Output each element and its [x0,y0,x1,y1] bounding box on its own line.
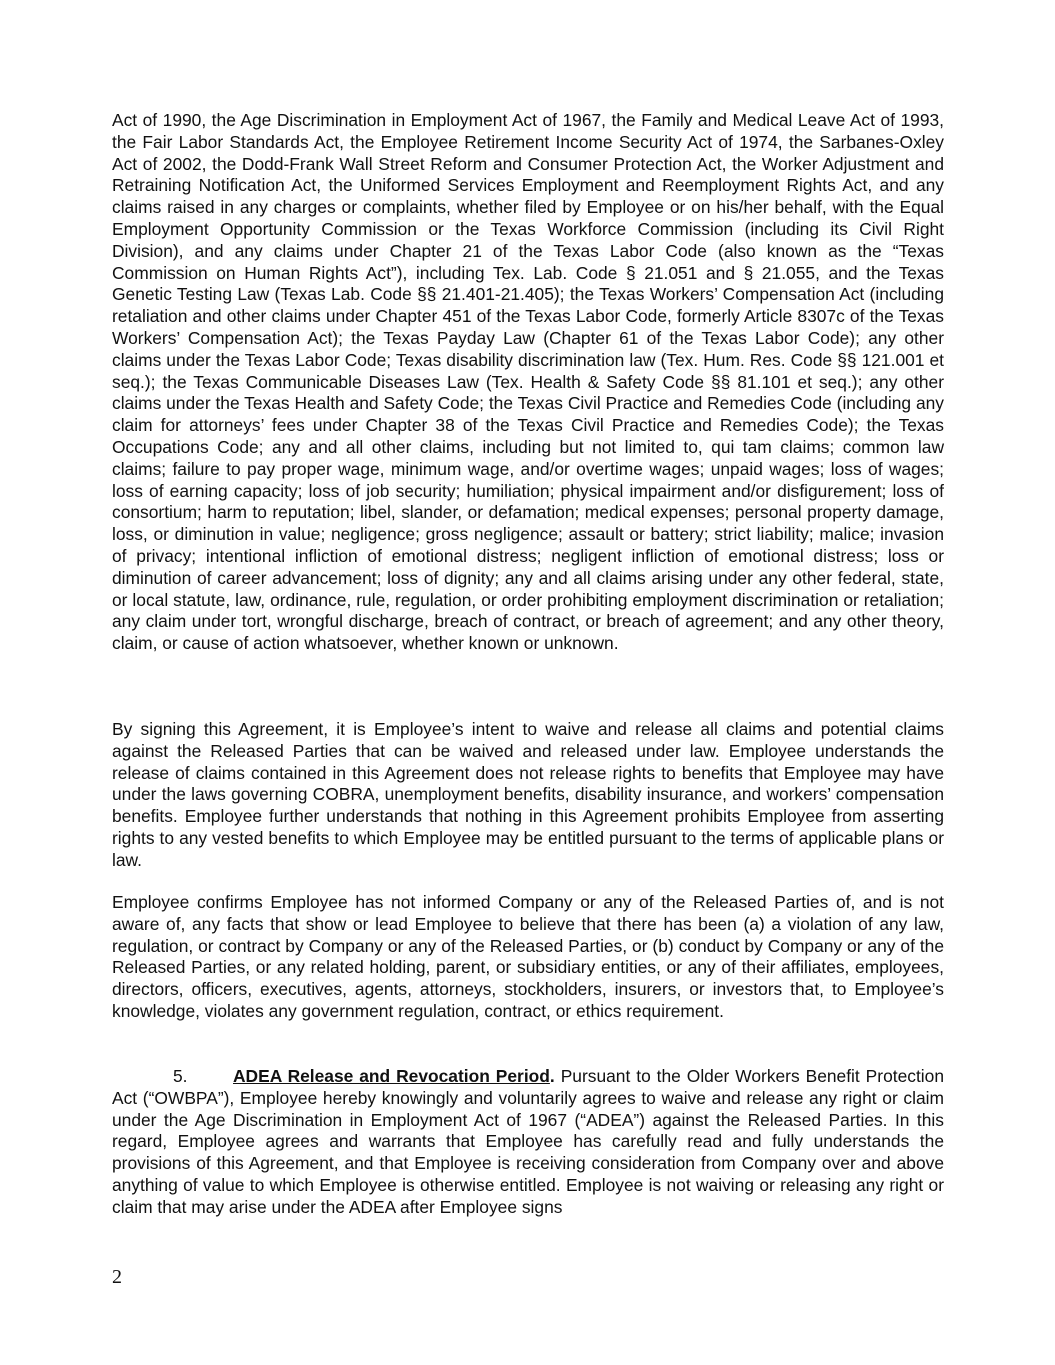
page-number: 2 [112,1266,122,1288]
section-heading-period: . [549,1066,555,1086]
section-heading: ADEA Release and Revocation Period [233,1066,550,1086]
release-claims-list-paragraph: Act of 1990, the Age Discrimination in Employment Act of 1967, the Family and Medical Leave Act of 1993, the Fair Labor Standards Act, the Employee Retirement Income Security Act of 1974, the Sarbanes-Oxley Act of 2002, the Dodd-Frank Wall Street Reform and Consumer Protection Act, the Worker Adjustment and Retraining Notification Act, the Uniformed Services Employment and Reemployment Rights Act, and any claims raised in any charges or complaints, whether filed by Employee or on his/her behalf, with the Equal Employment Opportunity Commission or the Texas Workforce Commission (including its Civil Right Division), and any claims under Chapter 21 of the Texas Labor Code (also known as the “Texas Commission on Human Rights Act”), including Tex. Lab. Code § 21.051 and § 21.055, and the Texas Genetic Testing Law (Texas Lab. Code §§ 21.401-21.405); the Texas Workers’ Compensation Act (including retaliation and other claims under Chapter 451 of the Texas Labor Code, formerly Article 8307c of the Texas Workers’ Compensation Act); the Texas Payday Law (Chapter 61 of the Texas Labor Code); any other claims under the Texas Labor Code; Texas disability discrimination law (Tex. Hum. Res. Code §§ 121.001 et seq.); the Texas Communicable Diseases Law (Tex. Health & Safety Code §§ 81.101 et seq.); any other claims under the Texas Health and Safety Code; the Texas Civil Practice and Remedies Code (including any claim for attorneys’ fees under Chapter 38 of the Texas Civil Practice and Remedies Code); the Texas Occupations Code; any and all other claims, including but not limited to, qui tam claims; common law claims; failure to pay proper wage, minimum wage, and/or overtime wages; unpaid wages; loss of wages; loss of earning capacity; loss of job security; humiliation; physical impairment and/or disfigurement; loss of consortium; harm to reputation; libel, slander, or defamation; medical expenses; personal property damage, loss, or diminution in value; negligence; gross negligence; assault or battery; strict liability; malice; invasion of privacy; intentional infliction of emotional distress; negligent infliction of emotional distress; loss or diminution of career advancement; loss of dignity; any and all claims arising under any other federal, state, or local statute, law, ordinance, rule, regulation, or order prohibiting employment discrimination or retaliation; any claim under tort, wrongful discharge, breach of contract, or breach of agreement; and any other theory, claim, or cause of action whatsoever, whether known or unknown. [112,110,944,654]
section-number: 5. [173,1066,188,1086]
section-5-paragraph [112,1066,944,1219]
section-body: Pursuant to the Older Workers Benefit Protection Act (“OWBPA”), Employee hereby knowingly and voluntarily agrees to waive and release any right or claim under the Age Discrimination in Employment Act of 1967 (“ADEA”) against the Released Parties. In this regard, Employee agrees and warrants that Employee has carefully read and fully understands the provisions of this Agreement, and that Employee is receiving consideration from Company over and above anything of value to which Employee is otherwise entitled. Employee is not waiving or releasing any right or claim that may arise under the ADEA after Employee signs [112,1066,944,1217]
employee-confirmation-paragraph: Employee confirms Employee has not informed Company or any of the Released Parties of, and is not aware of, any facts that show or lead Employee to believe that there has been (a) a violation of any law, regulation, or contract by Company or any of the Released Parties, or (b) conduct by Company or any of the Released Parties, or any related holding, parent, or subsidiary entities, or any of their affiliates, employees, directors, officers, executives, agents, attorneys, stockholders, insurers, or investors that, to Employee’s knowledge, violates any government regulation, contract, or ethics requirement. [112,892,944,1021]
waiver-intent-paragraph: By signing this Agreement, it is Employee’s intent to waive and release all claims and potential claims against the Released Parties that can be waived and released under law. Employee understands the release of claims contained in this Agreement does not release rights to benefits that Employee may have under the laws governing COBRA, unemployment benefits, disability insurance, and workers’ compensation benefits. Employee further understands that nothing in this Agreement prohibits Employee from asserting rights to any vested benefits to which Employee may be entitled pursuant to the terms of applicable plans or law. [112,719,944,870]
